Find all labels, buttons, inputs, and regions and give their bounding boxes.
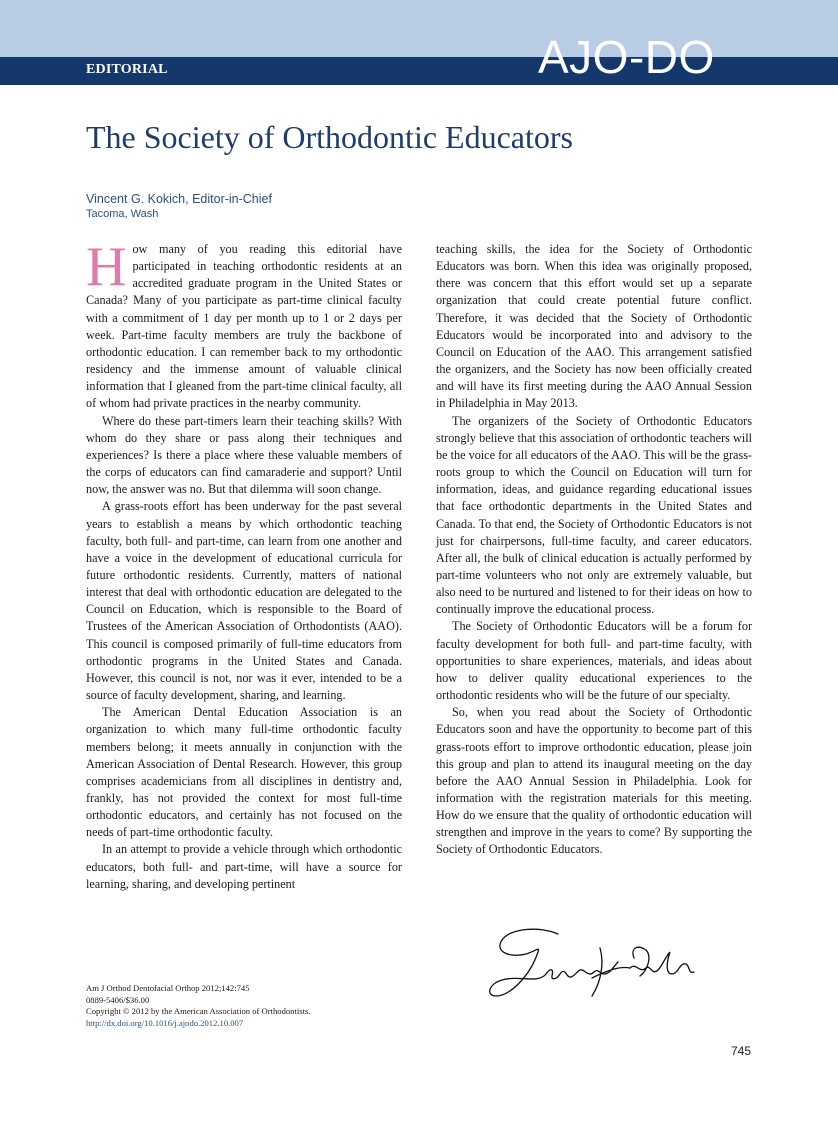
paragraph: Where do these part-timers learn their teaching skills? With whom do they share or pass along their techniques and experiences? Is there a place where these valuable members of the corps of educators can find camaraderie and support? Until now, the answer was no. But that dilemma will soon change. [86,413,402,497]
article-title: The Society of Orthodontic Educators [86,119,573,155]
drop-cap: H [86,236,127,298]
paragraph: teaching skills, the idea for the Society of Orthodontic Educators was born. When this idea was originally proposed, there was concern that this effort would set up a separate organization that could create potential future conflict. Therefore, it was decided that the Society of Orthodontic Educators would be incorporated into and advisory to the Council on Education of the AAO. This arrangement satisfied the organizers, and the Society has now been officially created and will have its first meeting during the AAO Annual Session in Philadelphia in May 2013. [436,242,752,411]
citation: Am J Orthod Dentofacial Orthop 2012;142:745 [86,983,250,993]
paragraph: The American Dental Education Association is an organization to which many full-time orthodontic faculty members belong; it meets annually in conjunction with the American Association of Dental Research. However, this group comprises academicians from all disciplines in dentistry and, frankly, has not provided the context for most full-time orthodontic educators, and certainly has not focused on the needs of part-time orthodontic faculty. [86,705,402,840]
paragraph: The Society of Orthodontic Educators will be a forum for faculty development for both full- and part-time faculty, with opportunities to share experiences, materials, and ideas about how to deliver quality educational experiences to the orthodontic residents who will be the future of our specialty. [436,619,752,703]
paragraph: The organizers of the Society of Orthodontic Educators strongly believe that this association of orthodontic teachers will be the voice for all educators of the AAO. This will be the grass-roots group to which the Council on Education will turn for information, ideas, and guidance regarding educational issues that face orthodontic departments in the United States and Canada. To that end, the Society of Orthodontic Educators is not just for chairpersons, full-time faculty, and career educators. After all, the bulk of clinical education is actually performed by part-time volunteers who not only are extremely valuable, but also need to be nurtured and listened to for their ideas on how to continually improve the educational process. [436,413,752,617]
journal-logo: AJO-DO [538,31,715,83]
paragraph: A grass-roots effort has been underway for the past several years to establish a means by which orthodontic teaching faculty, both full- and part-time, can learn from one another and have a voice in the development of educational curricula for future orthodontic residents. Currently, matters of national interest that deal with orthodontic education are delegated to the Council on Education, which is responsible to the Board of Trustees of the American Association of Orthodontists (AAO). This council is composed primarily of full-time educators from orthodontic programs in the United States and Canada. However, this council is not, nor was it ever, intended to be a source of faculty development, sharing, and learning. [86,499,402,703]
author-line: Vincent G. Kokich, Editor-in-Chief [86,192,272,206]
copyright: Copyright © 2012 by the American Association of Orthodontists. [86,1006,311,1017]
section-label: EDITORIAL [86,62,168,77]
body-column-right [436,241,752,859]
issn: 0889-5406/$36.00 [86,994,150,1005]
page-number: 745 [731,1044,752,1058]
doi-link[interactable]: http://dx.doi.org/10.1016/j.ajodo.2012.10.007 [86,1017,244,1028]
paragraph: So, when you read about the Society of Orthodontic Educators soon and have the opportunity to become part of this grass-roots effort to improve orthodontic education, please join this group and plan to attend its inaugural meeting on the day before the AAO Annual Session in Philadelphia. Look for information with the registration materials for this meeting. How do we ensure that the quality of orthodontic education will strengthen and improve in the years to come? By supporting the Society of Orthodontic Educators. [436,705,752,857]
paragraph: In an attempt to provide a vehicle through which orthodontic educators, both full- and part-time, will have a source for learning, sharing, and developing pertinent [86,842,402,891]
citation-footer [86,983,406,1029]
body-column-left [86,236,402,893]
author-location: Tacoma, Wash [86,208,159,220]
signature-image [480,918,720,1008]
paragraph: How many of you reading this editorial have participated in teaching orthodontic residents at an accredited graduate program in the United States or Canada? Many of you participate as part-time clinical faculty with a commitment of 1 day per month up to 1 or 2 days per week. Part-time faculty members are truly the backbone of orthodontic education. I can remember back to my orthodontic residency and the immense amount of valuable clinical information that I gleaned from the part-time clinical faculty, all of whom had private practices in the nearby community. [86,236,402,411]
